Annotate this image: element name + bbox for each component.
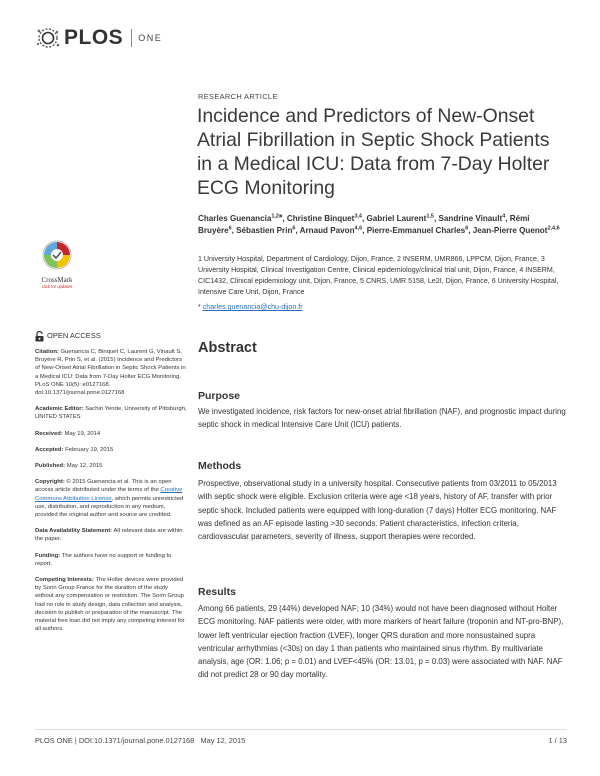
article-type: RESEARCH ARTICLE <box>198 92 278 101</box>
page-footer <box>35 736 567 745</box>
results-heading: Results <box>198 586 236 598</box>
logo-divider <box>131 29 132 47</box>
footer-rule <box>35 729 567 730</box>
author[interactable]: Charles Guenancia$^{1,2⨳}$ <box>198 213 283 223</box>
article-info-sidebar <box>35 331 188 641</box>
citation-block: Citation: Guenancia C, Binquet C, Laurent G, Vinault S, Bruyère R, Prin S, et al. (2015) Incidence and Predictors of New-Onset Atrial Fibrillation in Septic Shock Patients in a Medical ICU: Data from 7-Day Holter ECG Monitoring. PLoS ONE 10(5): e0127168. doi:10.1371/journal.pone.0127168 <box>35 349 186 397</box>
open-lock-icon <box>35 331 44 342</box>
plos-logo-icon <box>34 26 62 50</box>
plos-logo[interactable] <box>34 26 162 50</box>
funding-block: Funding: The authors have no support or funding to report. <box>35 552 172 567</box>
methods-text: Prospective, observational study in a university hospital. Consecutive patients from 03/2011 to 05/2013 with septic shock were eligible. Exclusion criteria were age <18 years, history of AF, transfer with prior septic shock. Included patients were equipped with long-duration (7 days) Holter ECG monitoring. NAF was defined as an AF episode lasting >30 seconds. Patient characteristics, infection criteria, cardiovascular parameters, severity of illness, support therapies were recorded. <box>198 479 557 542</box>
corresp-symbol: * <box>198 303 201 311</box>
competing-interests-block: Competing Interests: The Holter devices were provided by Sorin Group France for the duration of the study without any compensation or restriction. The Sorin Group had no role in study design, data collection and analysis, decision to publish or preparation of the manuscript. The material free loan did not imply any competing interest for all authors. <box>35 577 185 633</box>
open-access-label: OPEN ACCESS <box>47 331 101 341</box>
author[interactable]: Gabriel Laurent$^{1,5}$ <box>366 213 434 223</box>
copyright-block: Copyright: © 2015 Guenancia et al. This is an open access article distributed under the terms of the Creative Commons Attribution License, which permits unrestricted use, distribution, and reproduction in any medium, provided the original author and source are credited. <box>35 479 184 519</box>
author[interactable]: Pierre-Emmanuel Charles$^6$ <box>366 224 469 235</box>
data-availability-block: Data Availability Statement: All relevant data are within the paper. <box>35 528 183 543</box>
footer-citation: PLOS ONE | DOI:10.1371/journal.pone.0127168 May 12, 2015 <box>35 736 246 745</box>
journal-name: ONE <box>138 33 163 43</box>
crossmark-badge[interactable] <box>37 240 77 289</box>
open-access-badge <box>35 331 188 342</box>
editor-block: Academic Editor: Sachin Yende, University of Pittsburgh, UNITED STATES <box>35 406 187 421</box>
corresponding-author <box>198 303 303 311</box>
purpose-heading: Purpose <box>198 390 241 402</box>
accepted-date: Accepted: February 19, 2015 <box>35 446 114 453</box>
purpose-text: We investigated incidence, risk factors for new-onset atrial fibrillation (NAF), and prognostic impact during septic shock in medical Intensive Care Unit (ICU) patients. <box>198 407 566 430</box>
methods-heading: Methods <box>198 460 242 472</box>
author[interactable]: Sébastien Prin$^6$ <box>236 224 296 235</box>
author[interactable]: Jean-Pierre Quenot$^{2,4,6}$ <box>472 224 560 235</box>
author-list: Charles Guenancia$^{1,2⨳}$, Christine Binquet$^{3,4}$, Gabriel Laurent$^{1,5}$, Sandrine Vinault$^4$, Rémi Bruyère$^6$, Sébastien Prin$^6$, Arnaud Pavon$^{4,6}$, Pierre-Emmanuel Charles$^6$, Jean-Pierre Quenot$^{2,4,6}$ <box>198 213 560 235</box>
abstract-heading: Abstract <box>198 340 257 356</box>
crossmark-label: CrossMark <box>41 276 73 284</box>
corresp-email-link[interactable]: charles.guenancia@chu-dijon.fr <box>202 303 303 311</box>
author[interactable]: Arnaud Pavon$^{4,6}$ <box>299 224 363 235</box>
author[interactable]: Rémi Bruyère$^6$ <box>198 214 530 235</box>
published-date: Published: May 12, 2015 <box>35 463 103 470</box>
crossmark-sub: click for updates <box>41 284 73 289</box>
plos-logo-text: PLOS <box>64 26 124 49</box>
article-title: Incidence and Predictors of New-Onset Atrial Fibrillation in Septic Shock Patients in a Medical ICU: Data from 7-Day Holter ECG Monitoring <box>197 105 550 199</box>
cc-license-link[interactable]: Creative Commons Attribution License <box>35 487 183 502</box>
received-date: Received: May 19, 2014 <box>35 430 101 437</box>
affiliations: 1 University Hospital, Department of Cardiology, Dijon, France, 2 INSERM, UMR866, LPPCM, Dijon, France, 3 University Hospital, Clinical Investigation Centre, Clinical epidemiology/clinical trial unit, Dijon, France, 4 INSERM, CIC1432, Clinical epidemiology unit, Dijon, France, 5 CNRS, UMR 5158, Le2I, Dijon, France, 6 University Hospital, Intensive Care Unit, Dijon, France <box>198 255 559 296</box>
author[interactable]: Christine Binquet$^{3,4}$ <box>286 213 362 223</box>
footer-date: May 12, 2015 <box>200 736 246 745</box>
results-text: Among 66 patients, 29 (44%) developed NAF; 10 (34%) would not have been diagnosed without Holter ECG monitoring. NAF patients were older, with more markers of heart failure (troponin and NT-pro-BNP), lower left ventricular ejection fraction (LVEF), longer QRS duration and more nonsustained supra ventricular arrhythmias (<30s) on day 1 than patients who maintained sinus rhythm. By multivariate analysis, age (OR: 1.06; p = 0.01) and LVEF<45% (OR: 13.01, p = 0.03) were associated with NAF. NAF did not predict 28 or 90 day mortality. <box>198 604 564 680</box>
crossmark-icon <box>40 240 74 270</box>
author[interactable]: Sandrine Vinault$^4$ <box>438 213 506 223</box>
page-number: 1 / 13 <box>548 736 567 745</box>
